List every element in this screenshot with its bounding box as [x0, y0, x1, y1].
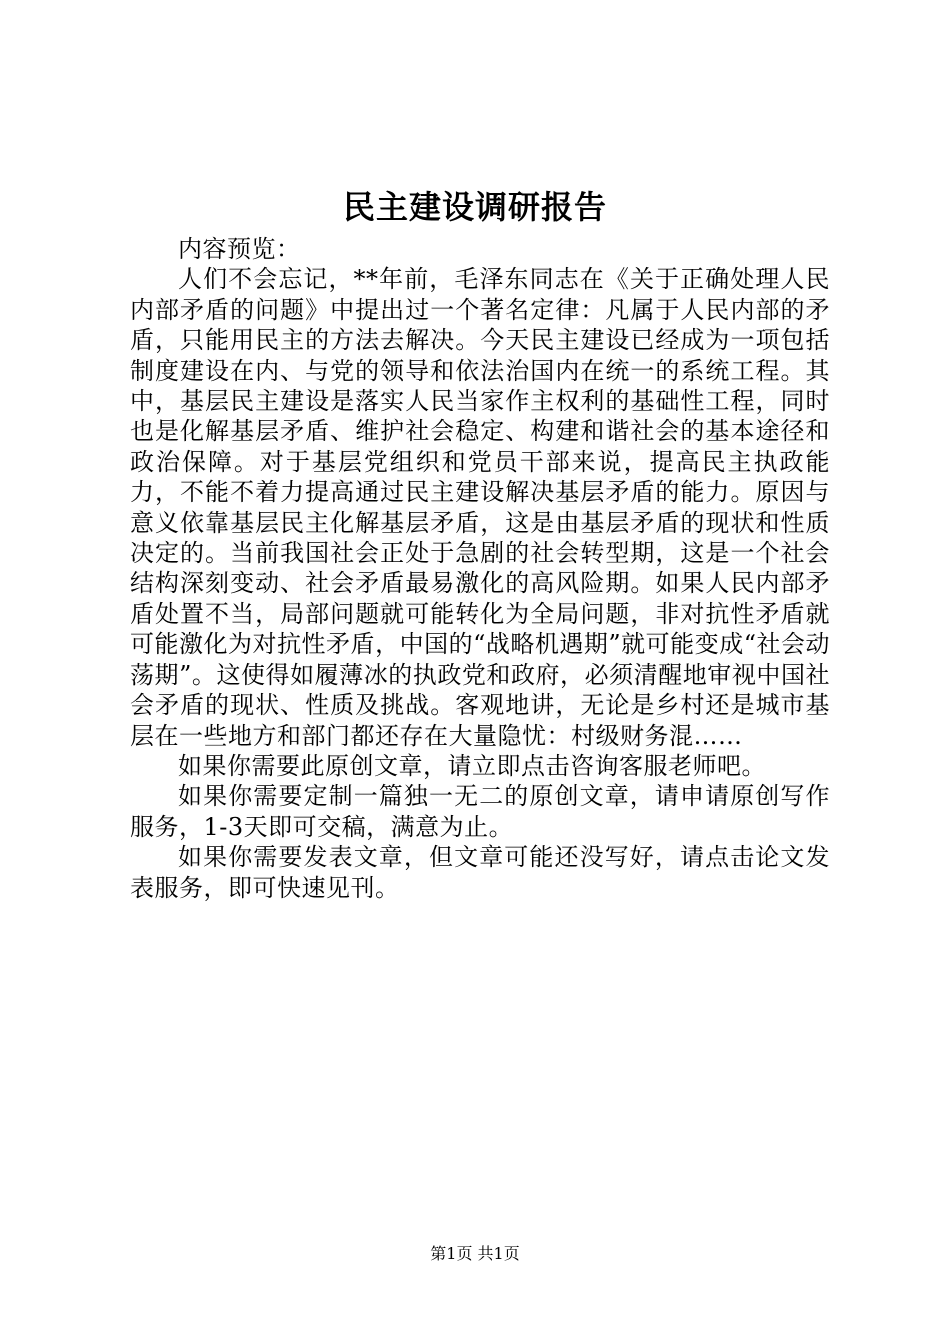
- preview-label: 内容预览：: [178, 235, 301, 263]
- publishing-service-paragraph: 如果你需要发表文章，但文章可能还没写好，请点击论文发表服务，即可快速见刊。: [130, 843, 830, 902]
- document-title: 民主建设调研报告: [342, 188, 607, 226]
- document-body: [130, 234, 830, 903]
- consult-service-paragraph: 如果你需要此原创文章，请立即点击咨询客服老师吧。: [178, 751, 766, 780]
- preview-paragraph: 人们不会忘记，**年前，毛泽东同志在《关于正确处理人民内部矛盾的问题》中提出过一个著名定律：凡属于人民内部的矛盾，只能用民主的方法去解决。今天民主建设已经成为一项包括制度建设在内、与党的领导和依法治国内在统一的系统工程。其中，基层民主建设是落实人民当家作主权利的基础性工程，同时也是化解基层矛盾、维护社会稳定、构建和谐社会的基本途径和政治保障。对于基层党组织和党员干部来说，提高民主执政能力，不能不着力提高通过民主建设解决基层矛盾的能力。原因与意义依靠基层民主化解基层矛盾，这是由基层矛盾的现状和性质决定的。当前我国社会正处于急剧的社会转型期，这是一个社会结构深刻变动、社会矛盾最易激化的高风险期。如果人民内部矛盾处置不当，局部问题就可能转化为全局问题，非对抗性矛盾就可能激化为对抗性矛盾，中国的“战略机遇期”就可能变成“社会动荡期”。这使得如履薄冰的执政党和政府，必须清醒地审视中国社会矛盾的现状、性质及挑战。客观地讲，无论是乡村还是城市基层在一些地方和部门都还存在大量隐忧：村级财务混……: [130, 265, 830, 750]
- custom-writing-paragraph: 如果你需要定制一篇独一无二的原创文章，请申请原创写作服务，1-3天即可交稿，满意为止。: [130, 782, 830, 841]
- page-footer: 第1页 共1页: [430, 1244, 520, 1263]
